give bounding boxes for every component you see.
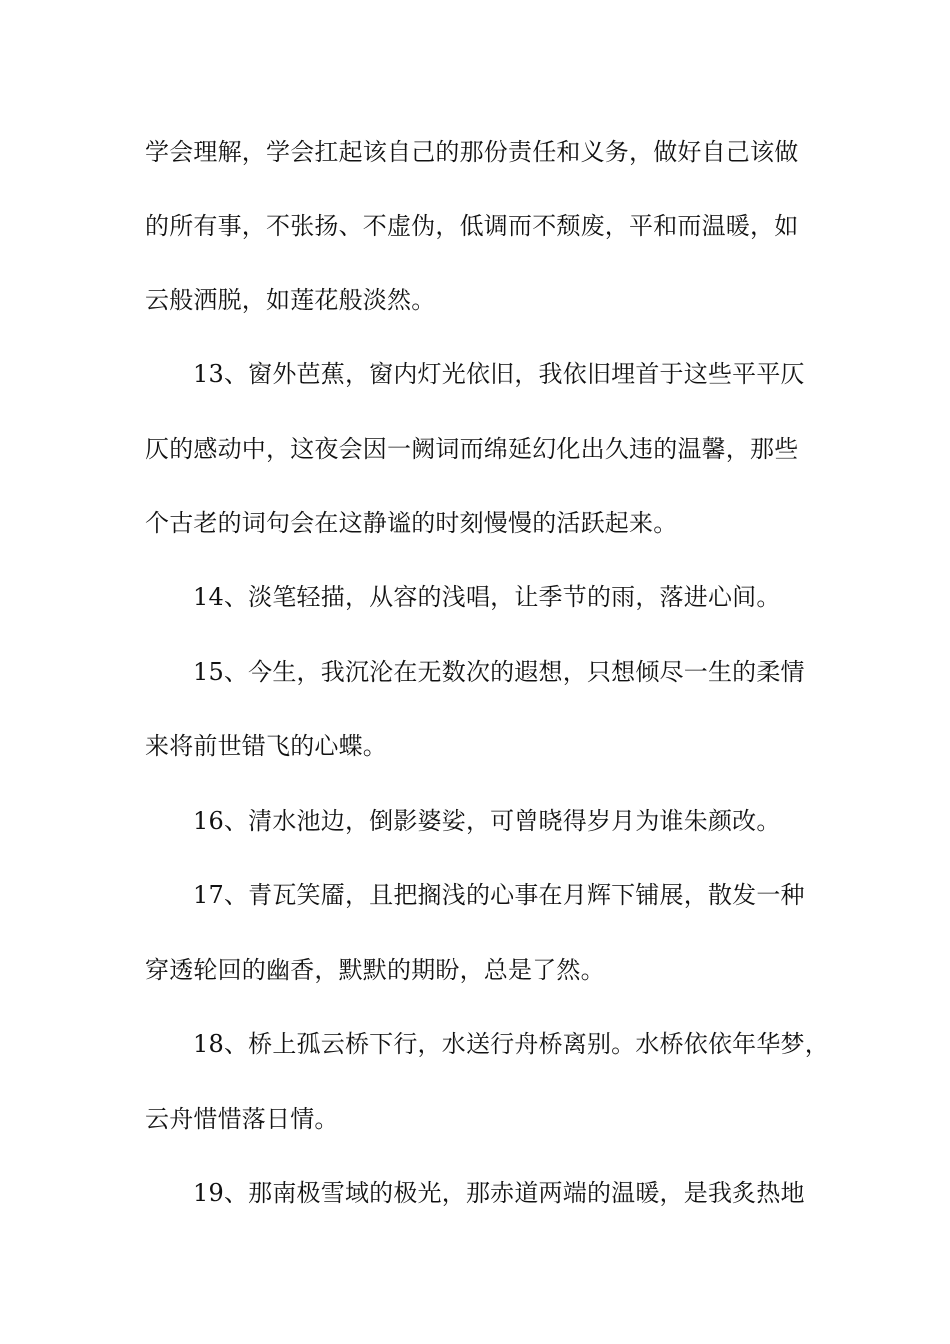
text-line-12: 穿透轮回的幽香，默默的期盼，总是了然。 bbox=[145, 956, 605, 984]
text-line-5: 仄的感动中，这夜会因一阙词而绵延幻化出久违的温馨，那些 bbox=[145, 435, 799, 463]
text-line-13: 18、桥上孤云桥下行，水送行舟桥离别。水桥依依年华梦， bbox=[193, 1030, 829, 1058]
text-line-14: 云舟惜惜落日情。 bbox=[145, 1105, 339, 1133]
text-line-10: 16、清水池边，倒影婆娑，可曾晓得岁月为谁朱颜改。 bbox=[193, 807, 781, 835]
text-line-11: 17、青瓦笑靥，且把搁浅的心事在月辉下铺展，散发一种 bbox=[193, 881, 805, 909]
text-line-15: 19、那南极雪域的极光，那赤道两端的温暖，是我炙热地 bbox=[193, 1179, 805, 1207]
text-line-1: 学会理解，学会扛起该自己的那份责任和义务，做好自己该做 bbox=[145, 138, 799, 166]
text-line-2: 的所有事，不张扬、不虚伪，低调而不颓废，平和而温暖，如 bbox=[145, 212, 799, 240]
text-line-6: 个古老的词句会在这静谧的时刻慢慢的活跃起来。 bbox=[145, 509, 678, 537]
text-line-8: 15、今生，我沉沦在无数次的遐想，只想倾尽一生的柔情 bbox=[193, 658, 805, 686]
text-line-9: 来将前世错飞的心蝶。 bbox=[145, 732, 387, 760]
text-line-3: 云般洒脱，如莲花般淡然。 bbox=[145, 286, 436, 314]
text-line-4: 13、窗外芭蕉，窗内灯光依旧，我依旧埋首于这些平平仄 bbox=[193, 360, 805, 388]
text-line-7: 14、淡笔轻描，从容的浅唱，让季节的雨，落进心间。 bbox=[193, 583, 781, 611]
